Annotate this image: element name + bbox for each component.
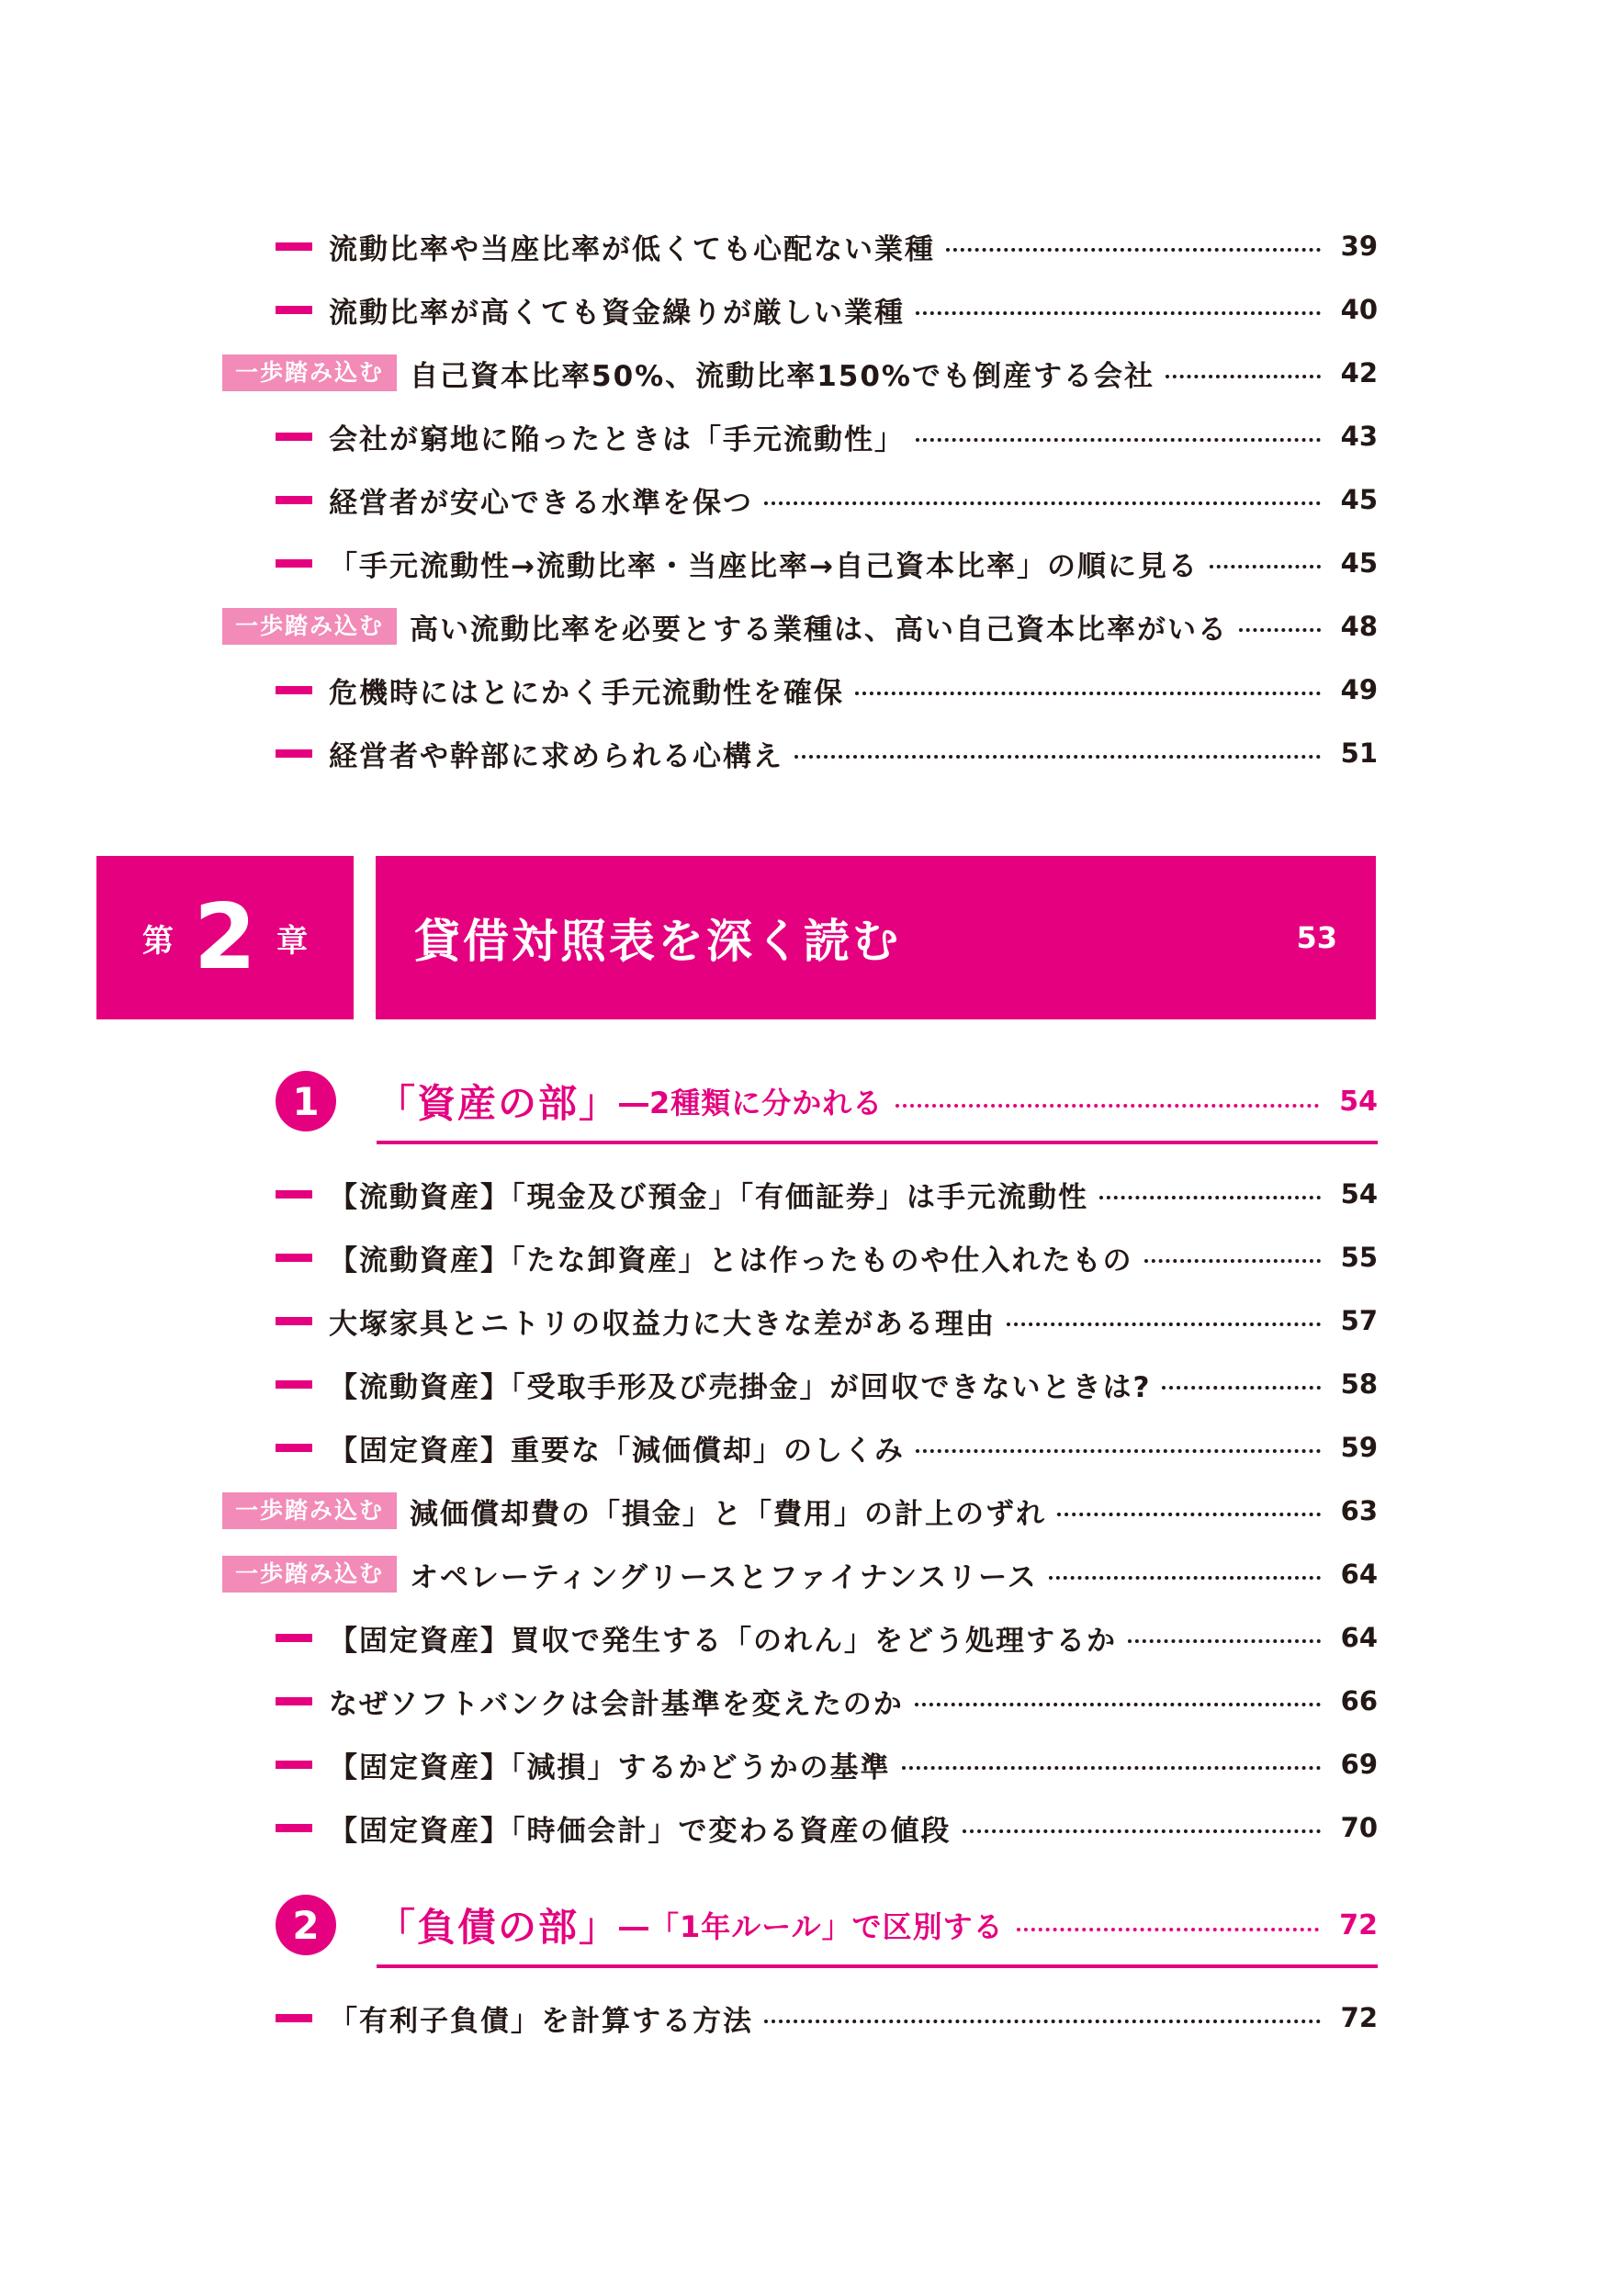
dash-marker [276,2014,312,2022]
section-divider [377,1964,1378,1968]
chapter-suffix: 章 [276,922,309,960]
toc-entry-page: 58 [1340,1368,1378,1400]
toc-entry-page: 49 [1340,674,1378,705]
section-header[interactable] [276,1064,1378,1137]
chapter-prefix: 第 [141,922,174,960]
dot-leader [1057,1513,1321,1516]
toc-entry[interactable] [235,1547,1378,1602]
toc-entry-title: 大塚家具とニトリの収益力に大きな差がある理由 [329,1307,996,1341]
dot-leader [895,1104,1319,1108]
dash-marker [276,1444,312,1452]
toc-entry-page: 54 [1340,1178,1378,1210]
deep-dive-tag: 一歩踏み込む [222,355,397,391]
chapter-number-block [96,856,354,1019]
dot-leader [794,755,1321,759]
dot-leader [916,438,1321,442]
toc-entry[interactable] [276,1800,1378,1855]
toc-entry-page: 59 [1340,1432,1378,1463]
toc-entry-title: 減価償却費の「損金」と「費用」の計上のずれ [410,1497,1047,1531]
dash-marker [276,1761,312,1769]
chapter-number: 2 [193,885,257,990]
toc-entry-title: 高い流動比率を必要とする業種は、高い自己資本比率がいる [410,613,1229,647]
dot-leader [915,1703,1321,1706]
dot-leader [1099,1196,1321,1199]
section-title: 「負債の部」 [377,1905,620,1950]
toc-entry-title: 経営者が安心できる水準を保つ [329,486,753,520]
section-subtitle: ―「1年ルール」で区別する [619,1909,1004,1944]
dot-leader [916,1449,1321,1453]
toc-entry-page: 48 [1340,611,1378,642]
dot-leader [764,501,1321,505]
toc-entry[interactable] [276,1293,1378,1348]
section-number-badge: 2 [276,1895,336,1955]
toc-entry-title: 【固定資産】「減損」するかどうかの基準 [329,1750,891,1784]
toc-entry-page: 72 [1340,2002,1378,2033]
dash-marker [276,686,312,694]
dot-leader [1239,628,1321,632]
toc-entry[interactable] [276,1610,1378,1665]
toc-entry-page: 43 [1340,421,1378,452]
toc-entry-title: 「手元流動性→流動比率・当座比率→自己資本比率」の順に見る [329,549,1199,583]
toc-entry-title: 「有利子負債」を計算する方法 [329,2004,753,2038]
toc-entry-title: なぜソフトバンクは会計基準を変えたのか [329,1687,904,1721]
dash-marker [276,1254,312,1262]
toc-entry[interactable] [276,726,1378,781]
dot-leader [1162,1386,1321,1390]
deep-dive-tag: 一歩踏み込む [222,608,397,645]
dot-leader [916,311,1321,315]
toc-entry[interactable] [276,1673,1378,1728]
dash-marker [276,306,312,314]
toc-entry[interactable] [276,1420,1378,1475]
toc-entry[interactable] [235,1483,1378,1538]
dot-leader [764,2020,1321,2023]
toc-entry[interactable] [235,599,1378,654]
toc-entry[interactable] [276,472,1378,527]
dash-marker [276,1697,312,1705]
dash-marker [276,496,312,504]
toc-entry-page: 57 [1340,1305,1378,1336]
toc-entry-title: 自己資本比率50%、流動比率150%でも倒産する会社 [410,359,1155,393]
chapter-page: 53 [1296,920,1337,955]
toc-entry-title: 会社が窮地に陥ったときは「手元流動性」 [329,422,905,456]
toc-entry[interactable] [276,282,1378,337]
dot-leader [1128,1639,1321,1643]
toc-entry-page: 66 [1340,1685,1378,1716]
dot-leader [946,248,1321,252]
toc-entry[interactable] [276,535,1378,591]
dot-leader [963,1829,1322,1833]
toc-entry-title: 【流動資産】「たな卸資産」とは作ったものや仕入れたもの [329,1244,1133,1277]
toc-entry[interactable] [276,1230,1378,1285]
toc-entry-title: 【固定資産】重要な「減価償却」のしくみ [329,1434,905,1468]
section-subtitle: ―2種類に分かれる [619,1086,884,1120]
toc-entry-page: 63 [1340,1495,1378,1526]
dash-marker [276,749,312,758]
dash-marker [276,1634,312,1642]
toc-entry[interactable] [235,345,1378,400]
dash-marker [276,1317,312,1325]
toc-entry-title: 【流動資産】「受取手形及び売掛金」が回収できないときは? [329,1370,1152,1404]
dot-leader [1049,1576,1321,1580]
toc-entry-title: 【流動資産】「現金及び預金」「有価証券」は手元流動性 [329,1180,1088,1214]
toc-entry-page: 55 [1340,1242,1378,1273]
toc-entry[interactable] [276,1990,1378,2045]
dash-marker [276,1190,312,1199]
section-page: 54 [1339,1085,1378,1118]
dot-leader [1017,1928,1319,1931]
toc-entry[interactable] [276,1166,1378,1221]
toc-entry-title: 【固定資産】「時価会計」で変わる資産の値段 [329,1814,952,1848]
dash-marker [276,242,312,251]
section-title: 「資産の部」 [377,1081,620,1126]
dot-leader [1166,375,1321,378]
dash-marker [276,559,312,568]
deep-dive-tag: 一歩踏み込む [222,1492,397,1529]
toc-entry-page: 70 [1340,1812,1378,1843]
section-number-badge: 1 [276,1071,336,1131]
chapter-title: 貸借対照表を深く読む [414,915,901,968]
toc-entry-title: 【固定資産】買収で発生する「のれん」をどう処理するか [329,1624,1117,1658]
dash-marker [276,433,312,441]
toc-entry[interactable] [276,1737,1378,1792]
dash-marker [276,1824,312,1832]
dot-leader [855,692,1321,695]
toc-entry[interactable] [276,219,1378,274]
toc-entry-title: 経営者や幹部に求められる心構え [329,739,783,773]
section-header[interactable] [276,1887,1378,1961]
deep-dive-tag: 一歩踏み込む [222,1556,397,1593]
toc-entry-title: 流動比率が高くても資金繰りが厳しい業種 [329,296,905,330]
toc-entry[interactable] [276,662,1378,717]
toc-entry-title: 流動比率や当座比率が低くても心配ない業種 [329,232,935,266]
toc-entry-page: 64 [1340,1559,1378,1590]
dot-leader [902,1766,1322,1770]
chapter-title-block[interactable] [376,856,1376,1019]
toc-entry-title: オペレーティングリースとファイナンスリース [410,1560,1038,1594]
toc-entry-page: 42 [1340,357,1378,388]
toc-entry-page: 40 [1340,294,1378,325]
section-divider [377,1141,1378,1144]
toc-entry-page: 69 [1340,1749,1378,1780]
toc-entry-page: 45 [1340,484,1378,515]
section-title-line [377,1896,1378,1953]
section-page: 72 [1339,1908,1378,1941]
toc-entry[interactable] [276,1356,1378,1412]
section-title-line [377,1073,1378,1130]
toc-entry-page: 39 [1340,231,1378,262]
toc-entry-page: 64 [1340,1622,1378,1653]
toc-entry-page: 45 [1340,547,1378,579]
dot-leader [1144,1259,1322,1263]
toc-entry[interactable] [276,409,1378,464]
toc-entry-page: 51 [1340,737,1378,769]
dot-leader [1210,565,1321,568]
dot-leader [1007,1322,1321,1326]
dash-marker [276,1380,312,1389]
toc-entry-title: 危機時にはとにかく手元流動性を確保 [329,676,844,710]
